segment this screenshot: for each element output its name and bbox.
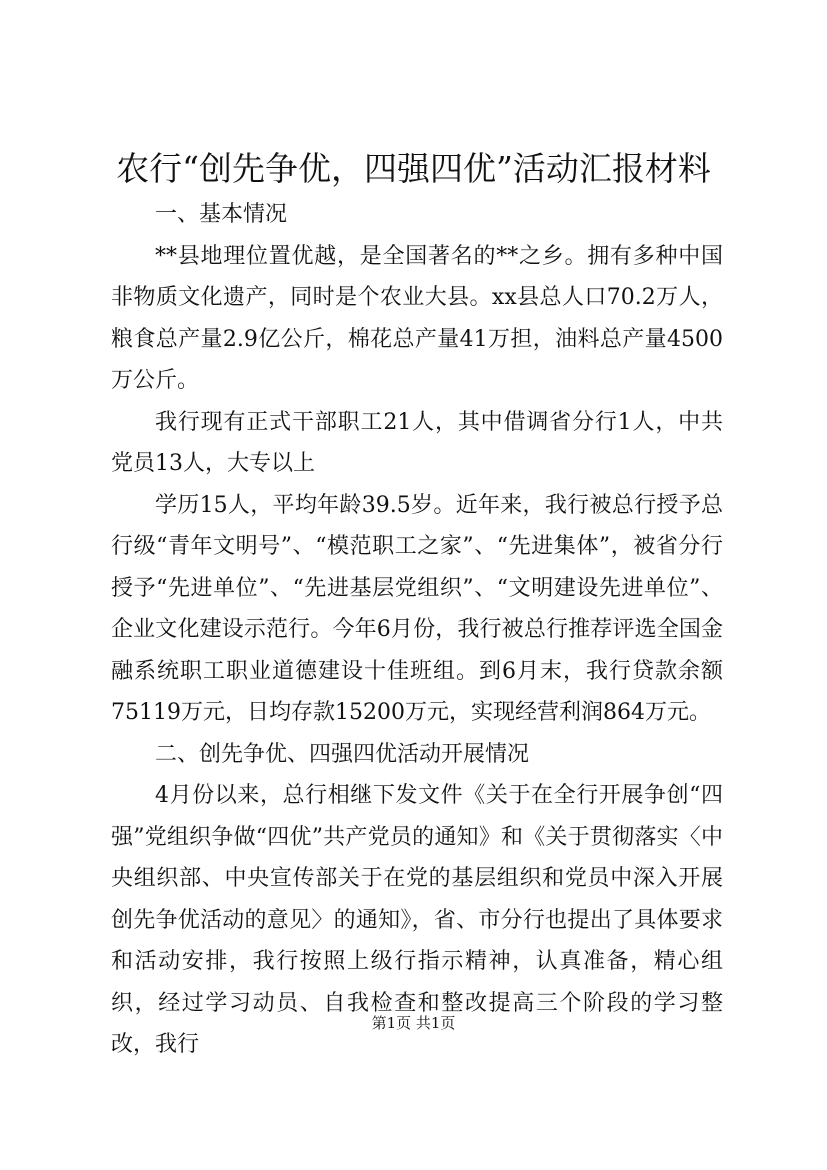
page-number-footer: 第1页 共1页 — [371, 1014, 456, 1032]
paragraph-activity-details: 4月份以来，总行相继下发文件《关于在全行开展争创“四强”党组织争做“四优”共产党员的通知》和《关于贯彻落实〈中央组织部、中央宣传部关于在党的基层组织和党员中深入开展创先争优活动的意见〉的通知》，省、市分行也提出了具体要求和活动安排，我行按照上级行指示精神，认真准备，精心组织，经过学习动员、自我检查和整改提高三个阶段的学习整改，我行 — [111, 783, 723, 1057]
section-heading-basic-info: 一、基本情况 — [155, 202, 288, 227]
paragraph-honors-and-performance: 学历15人，平均年龄39.5岁。近年来，我行被总行授予总行级“青年文明号”、“模范职工之家”、“先进集体”，被省分行授予“先进单位”、“先进基层党组织”、“文明建设先进单位”、企业文化建设示范行。今年6月份，我行被总行推荐评选全国金融系统职工职业道德建设十佳班组。到6月末，我行贷款余额75119万元，日均存款15200万元，实现经营利润864万元。 — [111, 492, 723, 725]
paragraph-staff-overview: 我行现有正式干部职工21人，其中借调省分行1人，中共党员13人，大专以上 — [111, 409, 723, 476]
document-title: 农行“创先争优，四强四优”活动汇报材料 — [116, 149, 711, 188]
section-heading-activity-progress: 二、创先争优、四强四优活动开展情况 — [155, 741, 530, 767]
paragraph-county-overview: **县地理位置优越，是全国著名的**之乡。拥有多种中国非物质文化遗产，同时是个农业大县。xx县总人口70.2万人，粮食总产量2.9亿公斤，棉花总产量41万担，油料总产量4500万公斤。 — [111, 243, 723, 393]
document-body — [111, 194, 723, 1066]
